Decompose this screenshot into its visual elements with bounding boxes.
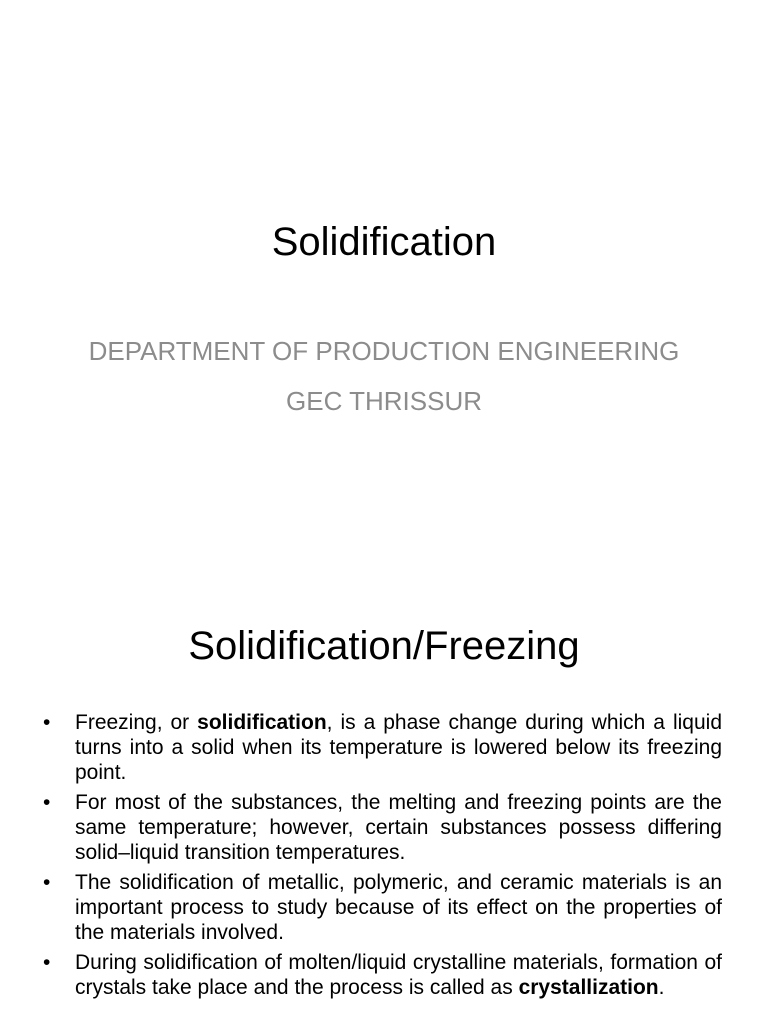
bullet-dot-icon: • — [43, 951, 51, 974]
bullet-text: The solidification of metallic, polymeric, and ceramic materials is an important process to study because of its effect on the properties of the materials involved. — [75, 871, 722, 944]
bullet-text-bold: crystallization — [518, 976, 659, 999]
bullet-list — [40, 710, 722, 1005]
slide-title: Solidification — [271, 220, 497, 264]
bullet-item — [40, 710, 722, 785]
content-slide — [0, 576, 768, 1024]
department-subtitle: DEPARTMENT OF PRODUCTION ENGINEERING — [88, 336, 680, 366]
bullet-text: For most of the substances, the melting and freezing points are the same temperature; however, certain substances possess differing solid–liquid transition temperatures. — [75, 791, 722, 864]
college-subtitle: GEC THRISSUR — [286, 386, 482, 416]
bullet-text-post: , is a phase change during which a liquid turns into a solid when its temperature is lowered below its freezing point. — [75, 711, 722, 784]
bullet-text-pre: Freezing, or — [75, 711, 198, 734]
bullet-text-pre: During solidification of molten/liquid crystalline materials, formation of crystals take place and the process is called as — [75, 951, 722, 999]
bullet-dot-icon: • — [43, 791, 51, 814]
bullet-item — [40, 950, 722, 1000]
bullet-dot-icon: • — [43, 871, 51, 894]
bullet-item — [40, 790, 722, 865]
slide-heading: Solidification/Freezing — [188, 624, 580, 668]
bullet-item — [40, 870, 722, 945]
bullet-text-post: . — [658, 976, 665, 999]
bullet-dot-icon: • — [43, 711, 51, 734]
bullet-text-bold: solidification — [197, 711, 327, 734]
